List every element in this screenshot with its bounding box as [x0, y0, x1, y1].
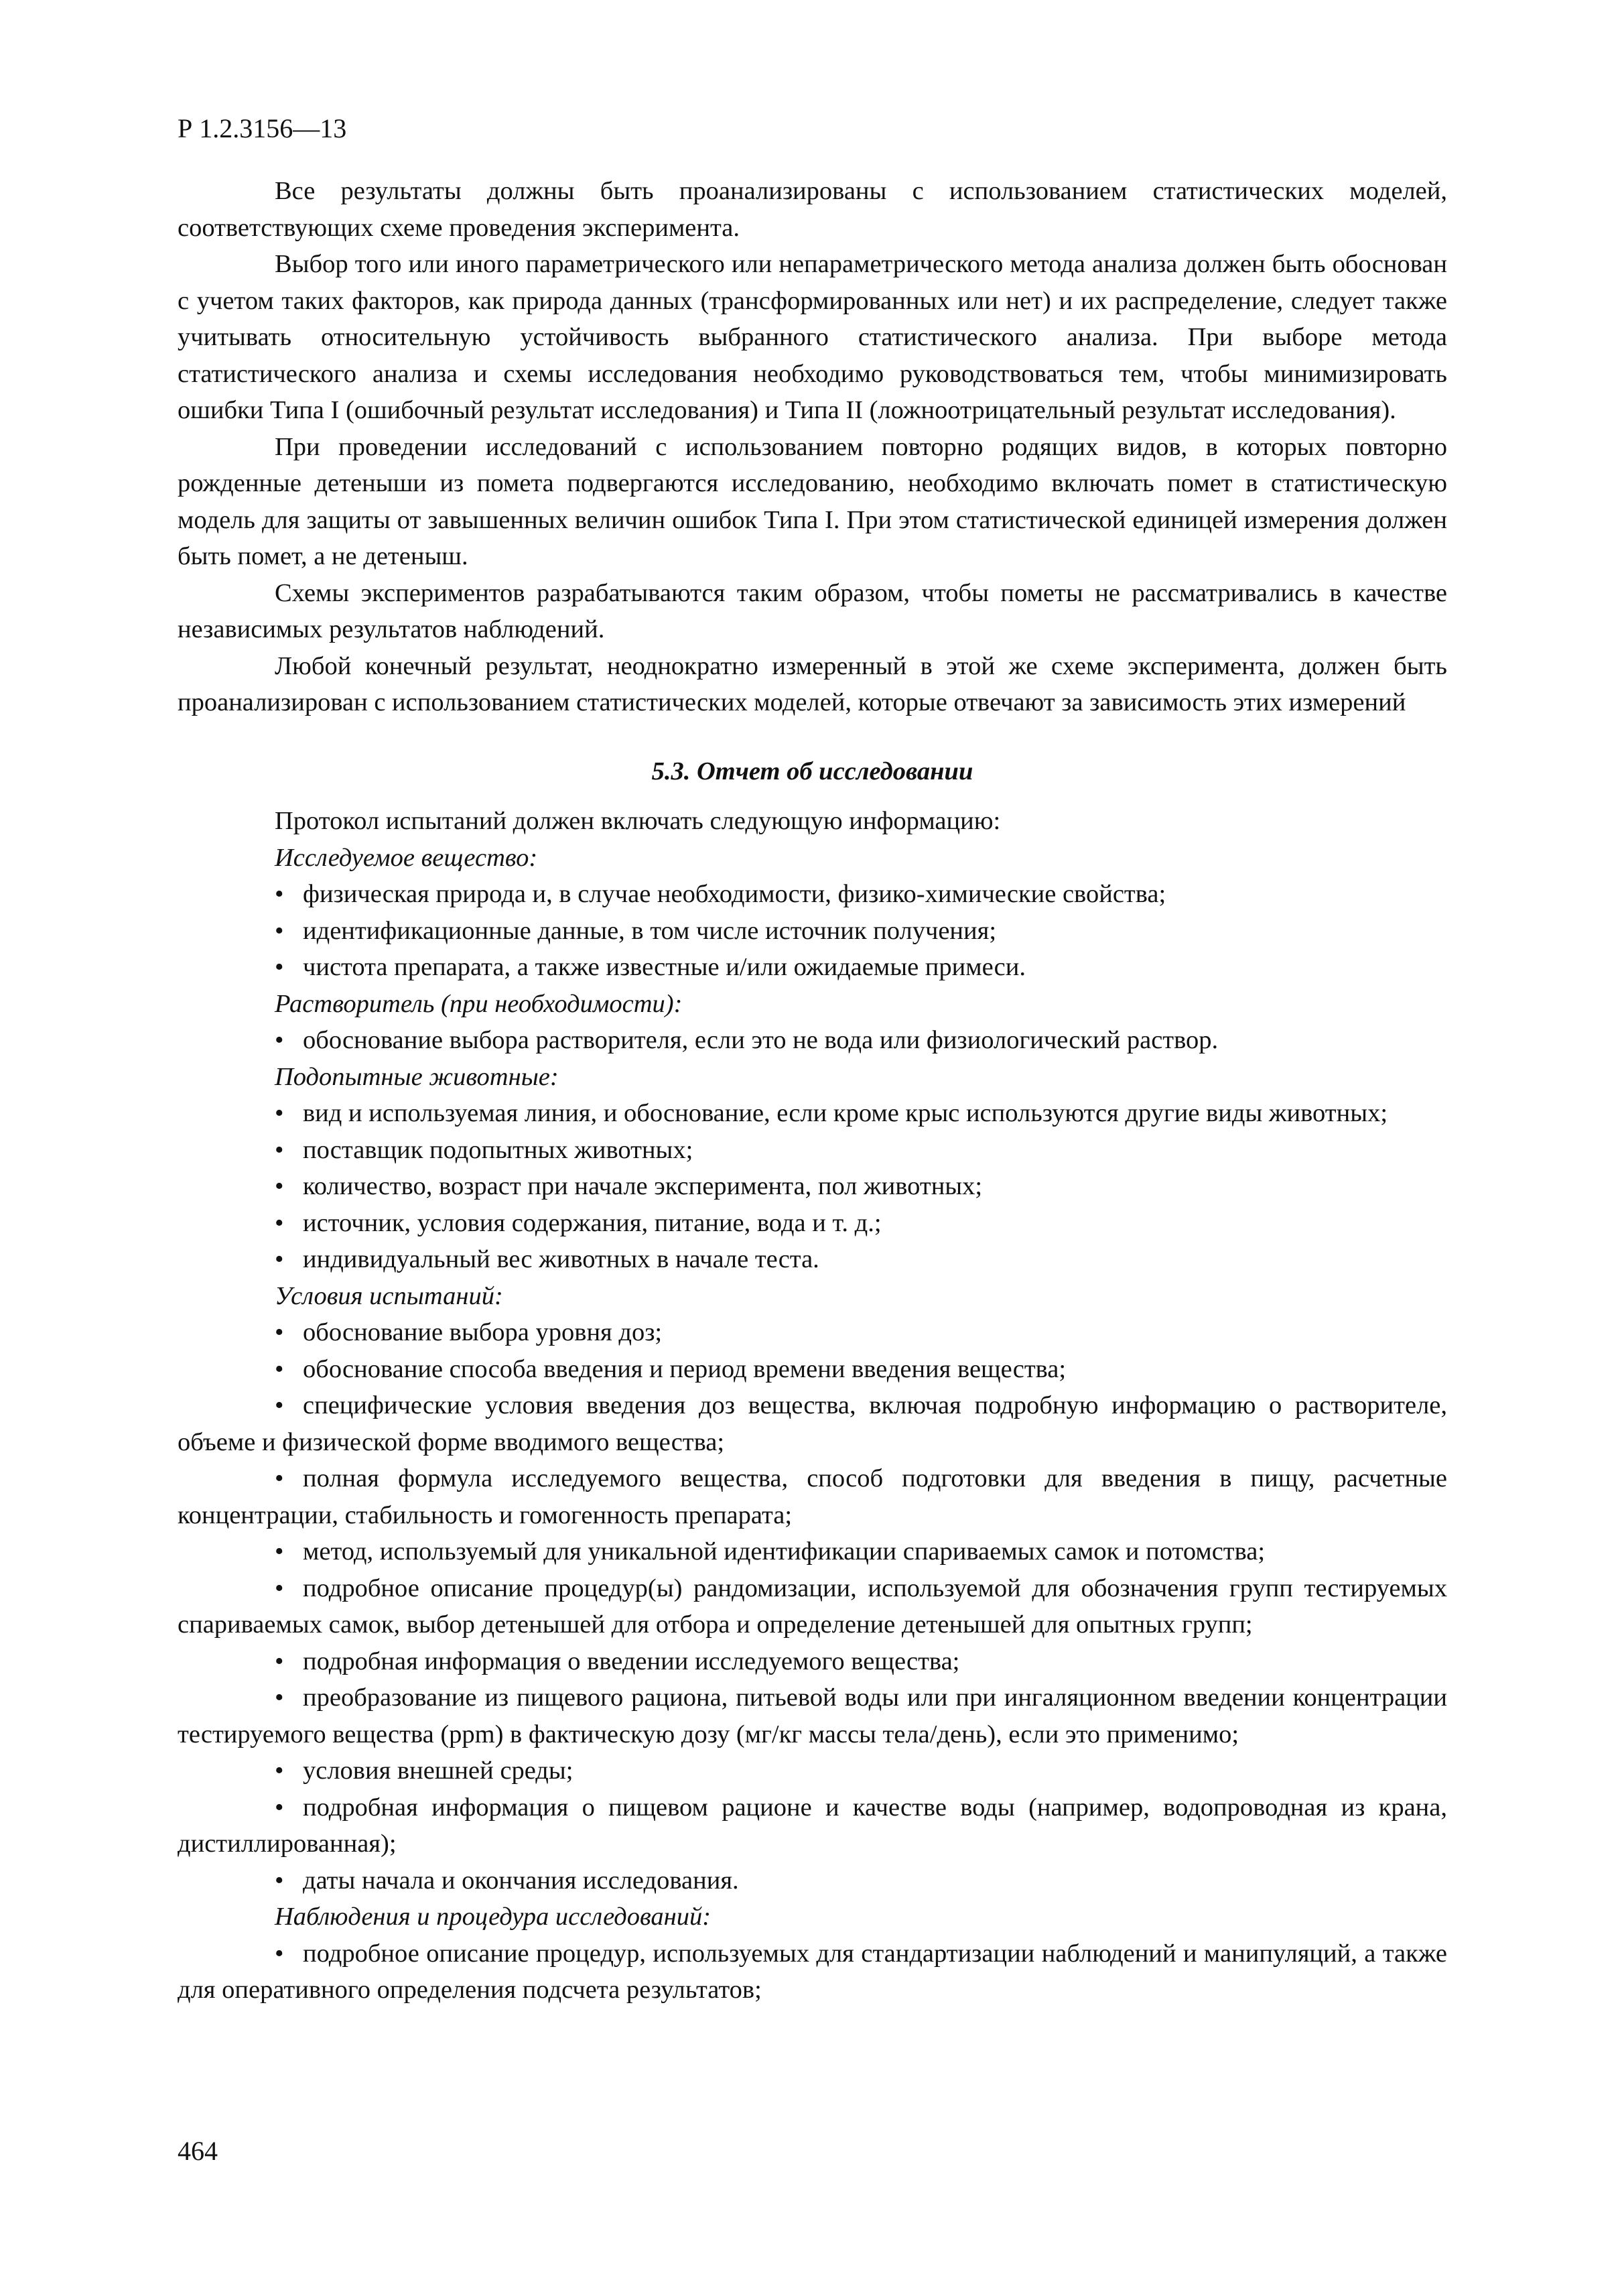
list-item-text: обоснование способа введения и период времени введения вещества;	[303, 1354, 1067, 1383]
bullet-icon: •	[275, 1866, 284, 1895]
bullet-icon: •	[275, 916, 284, 945]
bullet-icon: •	[275, 1099, 284, 1127]
paragraph: Все результаты должны быть проанализированы с использованием статистических моделей, соответствующих схеме проведения эксперимента.	[178, 177, 1447, 242]
list-item-text: обоснование выбора растворителя, если это не вода или физиологический раствор.	[303, 1026, 1219, 1054]
bullet-icon: •	[275, 1026, 284, 1054]
list-item	[178, 1387, 1447, 1460]
paragraph: Любой конечный результат, неоднократно измеренный в этой же схеме эксперимента, должен быть проанализирован с использованием статистических моделей, которые отвечают за зависимость этих измерений	[178, 651, 1447, 716]
list-item	[178, 913, 1447, 950]
list-item-text: источник, условия содержания, питание, вода и т. д.;	[303, 1208, 882, 1237]
list-item	[178, 1168, 1447, 1205]
page-content	[178, 173, 1447, 2008]
list-item	[178, 1533, 1447, 1570]
paragraph: При проведении исследований с использованием повторно родящих видов, в которых повторно рожденные детеныши из помета подвергаются исследованию, необходимо включать помет в статистическую модель для защиты от завышенных величин ошибок Типа I. При этом статистической единицей измерения должен быть помет, а не детеныш.	[178, 432, 1447, 570]
bullet-icon: •	[275, 1208, 284, 1237]
list-item	[178, 1935, 1447, 2008]
list-item-text: условия внешней среды;	[303, 1757, 573, 1785]
bullet-icon: •	[275, 1245, 284, 1273]
list-item	[178, 1752, 1447, 1789]
bullet-icon: •	[275, 1939, 284, 1968]
list-item	[178, 1351, 1447, 1388]
list-item-text: чистота препарата, а также известные и/или ожидаемые примеси.	[303, 953, 1026, 981]
list-item	[178, 1022, 1447, 1059]
list-item	[178, 1570, 1447, 1643]
list-item-text: подробное описание процедур(ы) рандомизации, используемой для обозначения групп тестируемых спариваемых самок, выбор детенышей для отбора и определение детенышей для опытных групп;	[178, 1574, 1447, 1639]
list-item	[178, 1132, 1447, 1169]
list-item	[178, 876, 1447, 913]
document-code: Р 1.2.3156—13	[178, 113, 347, 143]
bullet-icon: •	[275, 1537, 284, 1566]
list-item-text: специфические условия введения доз вещества, включая подробную информацию о растворителе, объеме и физической форме вводимого вещества;	[178, 1391, 1447, 1456]
list-item-text: индивидуальный вес животных в начале теста.	[303, 1245, 819, 1273]
subsection-heading: Исследуемое вещество:	[275, 843, 538, 872]
list-item	[178, 1862, 1447, 1899]
list-item-text: поставщик подопытных животных;	[303, 1135, 693, 1164]
bullet-icon: •	[275, 1172, 284, 1200]
list-item	[178, 1241, 1447, 1278]
bullet-icon: •	[275, 1683, 284, 1712]
list-item-text: подробная информация о пищевом рационе и качестве воды (например, водопроводная из крана, дистиллированная);	[178, 1793, 1447, 1858]
subsection-heading: Наблюдения и процедура исследований:	[275, 1903, 712, 1931]
list-item-text: подробное описание процедур, используемых для стандартизации наблюдений и манипуляций, а также для оперативного определения подсчета результатов;	[178, 1939, 1447, 2004]
page-number: 464	[178, 2136, 218, 2166]
list-item-text: преобразование из пищевого рациона, питьевой воды или при ингаляционном введении концентрации тестируемого вещества (ppm) в фактическую дозу (мг/кг массы тела/день), если это применимо;	[178, 1683, 1447, 1748]
bullet-icon: •	[275, 1574, 284, 1602]
bullet-icon: •	[275, 953, 284, 981]
bullet-icon: •	[275, 1464, 284, 1492]
list-item	[178, 1789, 1447, 1862]
subsection-heading: Подопытные животные:	[275, 1062, 559, 1091]
bullet-icon: •	[275, 1647, 284, 1675]
list-item	[178, 1095, 1447, 1132]
subsection-heading: Растворитель (при необходимости):	[275, 989, 683, 1018]
list-item-text: подробная информация о введении исследуемого вещества;	[303, 1647, 960, 1675]
list-item-text: физическая природа и, в случае необходимости, физико-химические свойства;	[303, 880, 1166, 908]
list-item-text: вид и используемая линия, и обоснование, если кроме крыс используются другие виды животных;	[303, 1099, 1388, 1127]
list-item-text: даты начала и окончания исследования.	[303, 1866, 739, 1895]
list-item	[178, 1643, 1447, 1680]
list-item-text: метод, используемый для уникальной идентификации спариваемых самок и потомства;	[303, 1537, 1266, 1566]
list-item-text: количество, возраст при начале эксперимента, пол животных;	[303, 1172, 983, 1200]
bullet-icon: •	[275, 1793, 284, 1822]
list-item	[178, 1314, 1447, 1351]
paragraph: Выбор того или иного параметрического или непараметрического метода анализа должен быть обоснован с учетом таких факторов, как природа данных (трансформированных или нет) и их распределение, следует также учитывать относительную устойчивость выбранного статистического анализа. При выборе метода статистического анализа и схемы исследования необходимо руководствоваться тем, чтобы минимизировать ошибки Типа I (ошибочный результат исследования) и Типа II (ложноотрицательный результат исследования).	[178, 250, 1447, 424]
section-title: 5.3. Отчет об исследовании	[651, 757, 973, 785]
list-item	[178, 1679, 1447, 1752]
subsection-heading: Условия испытаний:	[275, 1281, 503, 1310]
bullet-icon: •	[275, 1354, 284, 1383]
bullet-icon: •	[275, 1757, 284, 1785]
paragraph: Схемы экспериментов разрабатываются таким образом, чтобы пометы не рассматривались в качестве независимых результатов наблюдений.	[178, 578, 1447, 643]
list-item-text: полная формула исследуемого вещества, способ подготовки для введения в пищу, расчетные концентрации, стабильность и гомогенность препарата;	[178, 1464, 1447, 1529]
list-item-text: идентификационные данные, в том числе источник получения;	[303, 916, 997, 945]
bullet-icon: •	[275, 1391, 284, 1419]
bullet-icon: •	[275, 1135, 284, 1164]
list-item-text: обоснование выбора уровня доз;	[303, 1318, 663, 1346]
bullet-icon: •	[275, 1318, 284, 1346]
list-item	[178, 1205, 1447, 1242]
bullet-icon: •	[275, 880, 284, 908]
list-item	[178, 1460, 1447, 1533]
section-lead: Протокол испытаний должен включать следующую информацию:	[275, 807, 1001, 835]
list-item	[178, 949, 1447, 986]
